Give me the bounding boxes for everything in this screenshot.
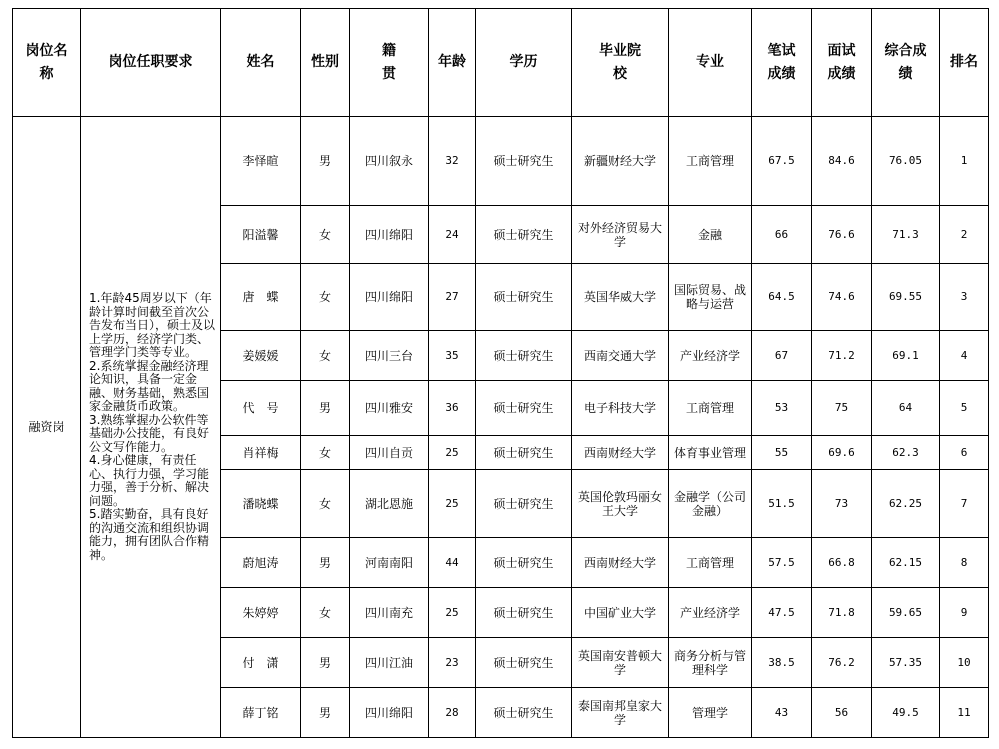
cell-gender: 男 <box>301 381 350 436</box>
position-cell: 融资岗 <box>13 117 81 738</box>
cell-school: 西南财经大学 <box>572 436 669 470</box>
cell-gender: 女 <box>301 206 350 264</box>
cell-education: 硕士研究生 <box>476 436 572 470</box>
cell-total: 71.3 <box>872 206 940 264</box>
cell-gender: 男 <box>301 688 350 738</box>
cell-education: 硕士研究生 <box>476 381 572 436</box>
results-table <box>12 8 989 738</box>
cell-education: 硕士研究生 <box>476 538 572 588</box>
cell-school: 英国伦敦玛丽女王大学 <box>572 470 669 538</box>
cell-interview: 75 <box>812 381 872 436</box>
cell-major: 工商管理 <box>669 117 752 206</box>
cell-education: 硕士研究生 <box>476 588 572 638</box>
cell-school: 泰国南邦皇家大学 <box>572 688 669 738</box>
cell-rank: 4 <box>940 331 989 381</box>
cell-origin: 四川江油 <box>350 638 429 688</box>
cell-total: 57.35 <box>872 638 940 688</box>
cell-total: 62.15 <box>872 538 940 588</box>
cell-written: 66 <box>752 206 812 264</box>
header-position: 岗位名称 <box>13 9 81 117</box>
cell-gender: 女 <box>301 331 350 381</box>
cell-total: 69.1 <box>872 331 940 381</box>
cell-school: 电子科技大学 <box>572 381 669 436</box>
cell-school: 西南交通大学 <box>572 331 669 381</box>
header-interview: 面试成绩 <box>812 9 872 117</box>
cell-interview: 71.8 <box>812 588 872 638</box>
cell-gender: 男 <box>301 538 350 588</box>
cell-interview: 76.2 <box>812 638 872 688</box>
cell-written: 64.5 <box>752 264 812 331</box>
header-gender: 性别 <box>301 9 350 117</box>
cell-interview: 66.8 <box>812 538 872 588</box>
cell-education: 硕士研究生 <box>476 117 572 206</box>
cell-age: 28 <box>429 688 476 738</box>
cell-gender: 男 <box>301 638 350 688</box>
cell-origin: 四川南充 <box>350 588 429 638</box>
cell-major: 商务分析与管理科学 <box>669 638 752 688</box>
cell-origin: 四川绵阳 <box>350 206 429 264</box>
cell-name: 李怿暄 <box>221 117 301 206</box>
cell-origin: 湖北恩施 <box>350 470 429 538</box>
cell-interview: 56 <box>812 688 872 738</box>
cell-age: 36 <box>429 381 476 436</box>
header-school: 毕业院校 <box>572 9 669 117</box>
cell-written: 43 <box>752 688 812 738</box>
cell-age: 25 <box>429 470 476 538</box>
cell-interview: 71.2 <box>812 331 872 381</box>
cell-interview: 69.6 <box>812 436 872 470</box>
cell-total: 62.25 <box>872 470 940 538</box>
cell-rank: 8 <box>940 538 989 588</box>
cell-school: 英国南安普顿大学 <box>572 638 669 688</box>
cell-school: 新疆财经大学 <box>572 117 669 206</box>
cell-age: 25 <box>429 588 476 638</box>
cell-name: 阳溢馨 <box>221 206 301 264</box>
requirement-item: 4.身心健康，有责任心、执行力强，学习能力强，善于分析、解决问题。 <box>89 453 210 508</box>
header-row <box>13 9 989 117</box>
cell-written: 67.5 <box>752 117 812 206</box>
requirement-item: 2.系统掌握金融经济理论知识，具备一定金融、财务基础，熟悉国家金融货币政策。 <box>89 358 210 413</box>
cell-name: 唐 蝶 <box>221 264 301 331</box>
cell-rank: 2 <box>940 206 989 264</box>
cell-education: 硕士研究生 <box>476 206 572 264</box>
cell-written: 55 <box>752 436 812 470</box>
requirement-item: 1.年龄45周岁以下（年龄计算时间截至首次公告发布当日），硕士及以上学历，经济学门类、管理学门类等专业。 <box>89 291 216 359</box>
cell-name: 薛丁铭 <box>221 688 301 738</box>
cell-major: 管理学 <box>669 688 752 738</box>
cell-rank: 10 <box>940 638 989 688</box>
cell-gender: 女 <box>301 470 350 538</box>
header-written: 笔试成绩 <box>752 9 812 117</box>
cell-name: 潘晓蝶 <box>221 470 301 538</box>
cell-origin: 四川绵阳 <box>350 264 429 331</box>
cell-total: 59.65 <box>872 588 940 638</box>
header-requirements: 岗位任职要求 <box>81 9 221 117</box>
cell-written: 57.5 <box>752 538 812 588</box>
cell-major: 金融学（公司金融） <box>669 470 752 538</box>
cell-rank: 6 <box>940 436 989 470</box>
header-major: 专业 <box>669 9 752 117</box>
cell-major: 工商管理 <box>669 538 752 588</box>
cell-name: 代 号 <box>221 381 301 436</box>
table-row <box>13 117 989 206</box>
cell-gender: 女 <box>301 264 350 331</box>
header-name: 姓名 <box>221 9 301 117</box>
cell-origin: 四川自贡 <box>350 436 429 470</box>
cell-interview: 74.6 <box>812 264 872 331</box>
cell-origin: 四川绵阳 <box>350 688 429 738</box>
cell-name: 蔚旭涛 <box>221 538 301 588</box>
cell-interview: 76.6 <box>812 206 872 264</box>
cell-name: 姜媛媛 <box>221 331 301 381</box>
cell-name: 朱婷婷 <box>221 588 301 638</box>
cell-school: 中国矿业大学 <box>572 588 669 638</box>
cell-education: 硕士研究生 <box>476 688 572 738</box>
header-education: 学历 <box>476 9 572 117</box>
cell-education: 硕士研究生 <box>476 470 572 538</box>
cell-origin: 四川雅安 <box>350 381 429 436</box>
cell-written: 51.5 <box>752 470 812 538</box>
cell-school: 对外经济贸易大学 <box>572 206 669 264</box>
cell-major: 产业经济学 <box>669 588 752 638</box>
cell-name: 肖祥梅 <box>221 436 301 470</box>
cell-school: 英国华威大学 <box>572 264 669 331</box>
cell-origin: 四川三台 <box>350 331 429 381</box>
cell-gender: 男 <box>301 117 350 206</box>
requirement-item: 3.熟练掌握办公软件等基础办公技能，有良好公文写作能力。 <box>89 412 210 454</box>
cell-total: 76.05 <box>872 117 940 206</box>
cell-written: 47.5 <box>752 588 812 638</box>
cell-total: 62.3 <box>872 436 940 470</box>
cell-age: 24 <box>429 206 476 264</box>
cell-major: 工商管理 <box>669 381 752 436</box>
cell-age: 27 <box>429 264 476 331</box>
cell-gender: 女 <box>301 436 350 470</box>
cell-rank: 1 <box>940 117 989 206</box>
header-age: 年龄 <box>429 9 476 117</box>
cell-rank: 7 <box>940 470 989 538</box>
cell-major: 金融 <box>669 206 752 264</box>
requirements-cell <box>81 117 221 738</box>
cell-rank: 9 <box>940 588 989 638</box>
cell-interview: 73 <box>812 470 872 538</box>
cell-interview: 84.6 <box>812 117 872 206</box>
cell-education: 硕士研究生 <box>476 264 572 331</box>
cell-age: 32 <box>429 117 476 206</box>
cell-total: 49.5 <box>872 688 940 738</box>
cell-written: 53 <box>752 381 812 436</box>
cell-name: 付 潇 <box>221 638 301 688</box>
cell-age: 35 <box>429 331 476 381</box>
cell-major: 国际贸易、战略与运营 <box>669 264 752 331</box>
cell-age: 23 <box>429 638 476 688</box>
cell-origin: 四川叙永 <box>350 117 429 206</box>
header-total: 综合成绩 <box>872 9 940 117</box>
cell-gender: 女 <box>301 588 350 638</box>
cell-rank: 11 <box>940 688 989 738</box>
cell-education: 硕士研究生 <box>476 331 572 381</box>
cell-age: 25 <box>429 436 476 470</box>
cell-written: 67 <box>752 331 812 381</box>
cell-education: 硕士研究生 <box>476 638 572 688</box>
cell-major: 体育事业管理 <box>669 436 752 470</box>
cell-age: 44 <box>429 538 476 588</box>
header-origin: 籍贯 <box>350 9 429 117</box>
cell-total: 64 <box>872 381 940 436</box>
cell-total: 69.55 <box>872 264 940 331</box>
cell-rank: 3 <box>940 264 989 331</box>
requirement-item: 5.踏实勤奋，具有良好的沟通交流和组织协调能力，拥有团队合作精神。 <box>89 507 210 562</box>
cell-school: 西南财经大学 <box>572 538 669 588</box>
cell-origin: 河南南阳 <box>350 538 429 588</box>
cell-major: 产业经济学 <box>669 331 752 381</box>
cell-written: 38.5 <box>752 638 812 688</box>
header-rank: 排名 <box>940 9 989 117</box>
cell-rank: 5 <box>940 381 989 436</box>
